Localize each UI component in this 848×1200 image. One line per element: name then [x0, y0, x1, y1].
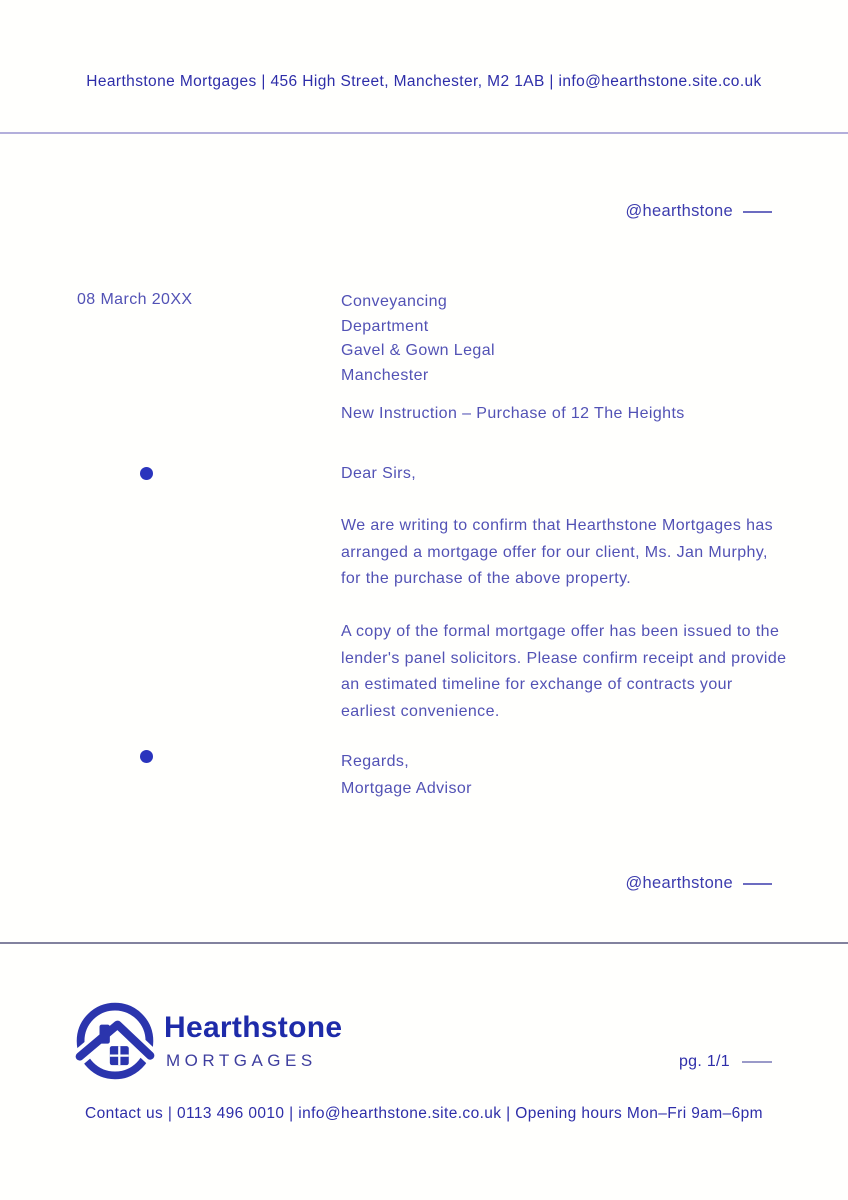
salutation: Dear Sirs, — [341, 465, 417, 482]
recipient-line: Gavel & Gown Legal — [341, 342, 495, 359]
body-paragraph: We are writing to confirm that Hearthstone Mortgages has arranged a mortgage offer for our client, Ms. Jan Murphy, for the purchase of the above property. — [341, 517, 774, 587]
dash-icon — [743, 211, 772, 213]
recipient-line: Conveyancing — [341, 293, 448, 310]
subject-line: New Instruction – Purchase of 12 The Heights — [341, 405, 685, 422]
bullet-marker — [140, 750, 153, 763]
social-handle-top — [626, 202, 773, 221]
letterhead-line: Hearthstone Mortgages | 456 High Street, Manchester, M2 1AB | info@hearthstone.site.co.uk — [86, 73, 762, 90]
signature-role: Mortgage Advisor — [341, 779, 472, 797]
footer-contact-line: Contact us | 0113 496 0010 | info@hearthstone.site.co.uk | Opening hours Mon–Fri 9am–6pm — [85, 1105, 763, 1122]
social-handle-bottom — [626, 874, 773, 893]
social-handle-text: @hearthstone — [625, 202, 733, 220]
recipient-address — [341, 290, 495, 388]
top-divider — [0, 132, 848, 134]
page-number-text: pg. 1/1 — [678, 1053, 730, 1070]
closing-block — [341, 749, 472, 802]
brand-tagline: MORTGAGES — [166, 1051, 317, 1070]
social-handle-text: @hearthstone — [625, 874, 733, 892]
recipient-line: Department — [341, 317, 429, 335]
recipient-line: Manchester — [341, 366, 429, 384]
body-paragraph: A copy of the formal mortgage offer has been issued to the lender's panel solicitors. Please confirm receipt and provide an estimated timeline for exchange of contracts your earliest convenience. — [341, 623, 787, 720]
bottom-divider — [0, 942, 848, 944]
brand-name: Hearthstone — [164, 1011, 343, 1044]
dash-icon — [742, 1061, 772, 1063]
bullet-marker — [140, 467, 153, 480]
dash-icon — [743, 883, 772, 885]
letter-date: 08 March 20XX — [77, 291, 193, 308]
house-logo-icon — [72, 998, 158, 1084]
closing: Regards, — [341, 753, 410, 770]
page-number — [679, 1053, 772, 1071]
